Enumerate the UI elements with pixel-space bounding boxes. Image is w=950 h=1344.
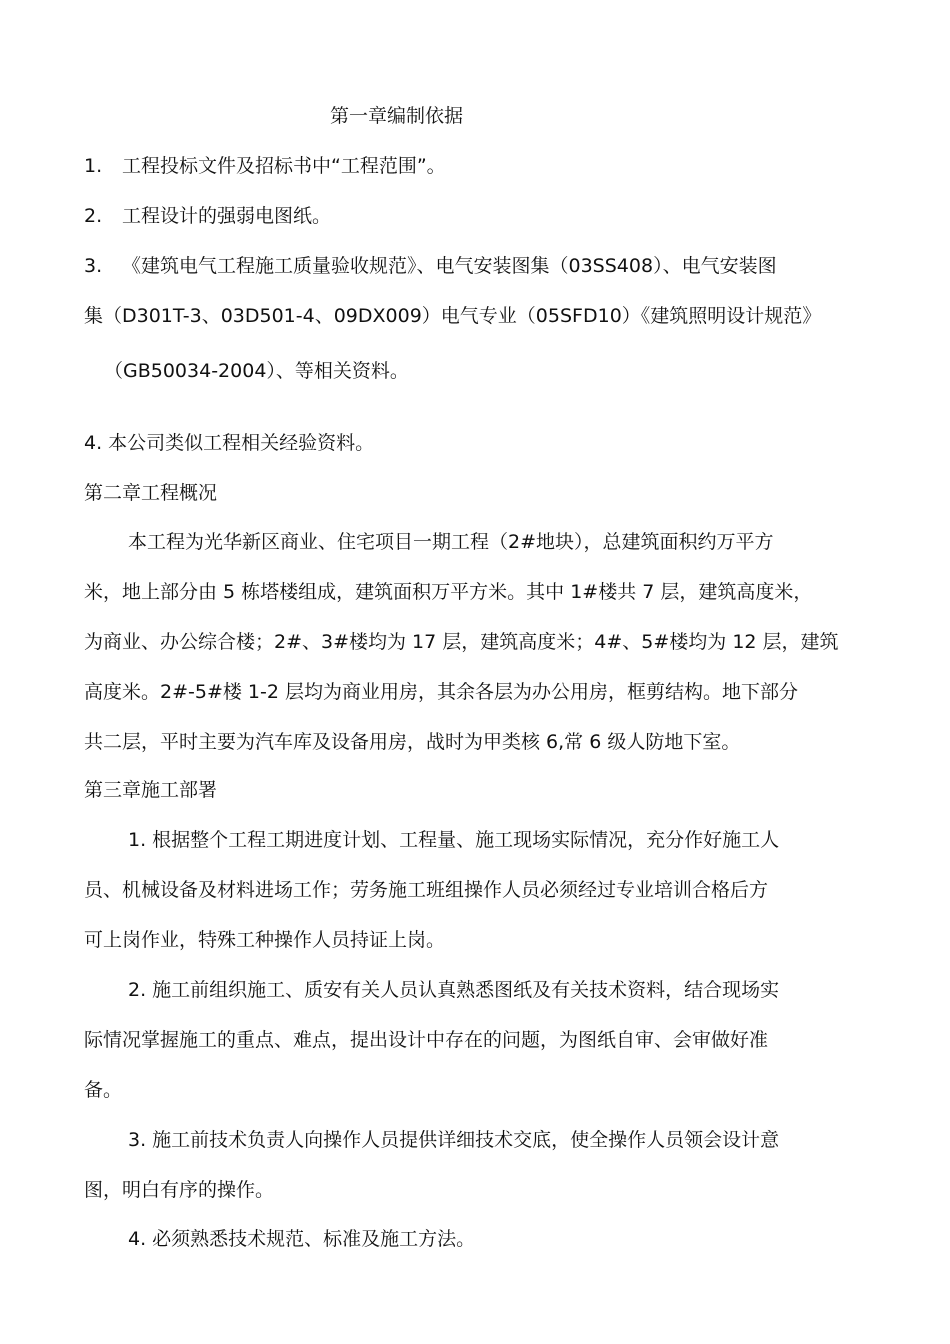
chapter3-p1-line-3: 可上岗作业，特殊工种操作人员持证上岗。 — [84, 929, 446, 951]
chapter3-p1-line-2: 员、机械设备及材料进场工作；劳务施工班组操作人员必须经过专业培训合格后方 — [84, 879, 769, 901]
item-text: 《建筑电气工程施工质量验收规范》、电气安装图集（03SS408）、电气安装图 — [122, 255, 777, 277]
chapter2-heading: 第二章工程概况 — [84, 482, 218, 504]
chapter1-item-4: 4. 本公司类似工程相关经验资料。 — [84, 432, 375, 454]
item-number: 2. — [84, 205, 103, 227]
chapter3-p4: 4. 必须熟悉技术规范、标准及施工方法。 — [128, 1228, 476, 1250]
chapter1-item-1 — [84, 153, 884, 179]
item-number: 3. — [84, 255, 103, 277]
chapter1-item-3-line-1 — [84, 253, 884, 279]
chapter3-p1-line-1: 1. 根据整个工程工期进度计划、工程量、施工现场实际情况，充分作好施工人 — [128, 829, 780, 851]
chapter2-para-line-2: 米，地上部分由 5 栋塔楼组成，建筑面积万平方米。其中 1#楼共 7 层，建筑高度米， — [84, 581, 813, 603]
chapter1-item-3-line-3: （GB50034-2004）、等相关资料。 — [104, 360, 409, 382]
chapter3-p3-line-1: 3. 施工前技术负责人向操作人员提供详细技术交底，使全操作人员领会设计意 — [128, 1129, 780, 1151]
chapter2-para-line-5: 共二层，平时主要为汽车库及设备用房，战时为甲类核 6,常 6 级人防地下室。 — [84, 731, 741, 753]
chapter1-item-3-line-2: 集（D301T-3、03D501-4、09DX009）电气专业（05SFD10）《建筑照明设计规范》 — [84, 305, 822, 327]
chapter2-para-line-4: 高度米。2#-5#楼 1-2 层均为商业用房，其余各层为办公用房，框剪结构。地下部分 — [84, 681, 798, 703]
chapter1-heading: 第一章编制依据 — [330, 105, 464, 127]
item-text: 工程设计的强弱电图纸。 — [122, 205, 332, 227]
item-number: 1. — [84, 155, 103, 177]
chapter3-p2-line-2: 际情况掌握施工的重点、难点，提出设计中存在的问题，为图纸自审、会审做好准 — [84, 1029, 769, 1051]
chapter3-p2-line-1: 2. 施工前组织施工、质安有关人员认真熟悉图纸及有关技术资料，结合现场实 — [128, 979, 780, 1001]
chapter3-p2-line-3: 备。 — [84, 1079, 123, 1101]
item-text: 工程投标文件及招标书中“工程范围”。 — [122, 155, 446, 177]
chapter2-para-line-1: 本工程为光华新区商业、住宅项目一期工程（2#地块），总建筑面积约万平方 — [128, 531, 774, 553]
chapter2-para-line-3: 为商业、办公综合楼；2#、3#楼均为 17 层，建筑高度米；4#、5#楼均为 12 层，建筑 — [84, 631, 839, 653]
chapter3-heading: 第三章施工部署 — [84, 779, 218, 801]
chapter1-item-2 — [84, 203, 884, 229]
chapter3-p3-line-2: 图，明白有序的操作。 — [84, 1179, 275, 1201]
